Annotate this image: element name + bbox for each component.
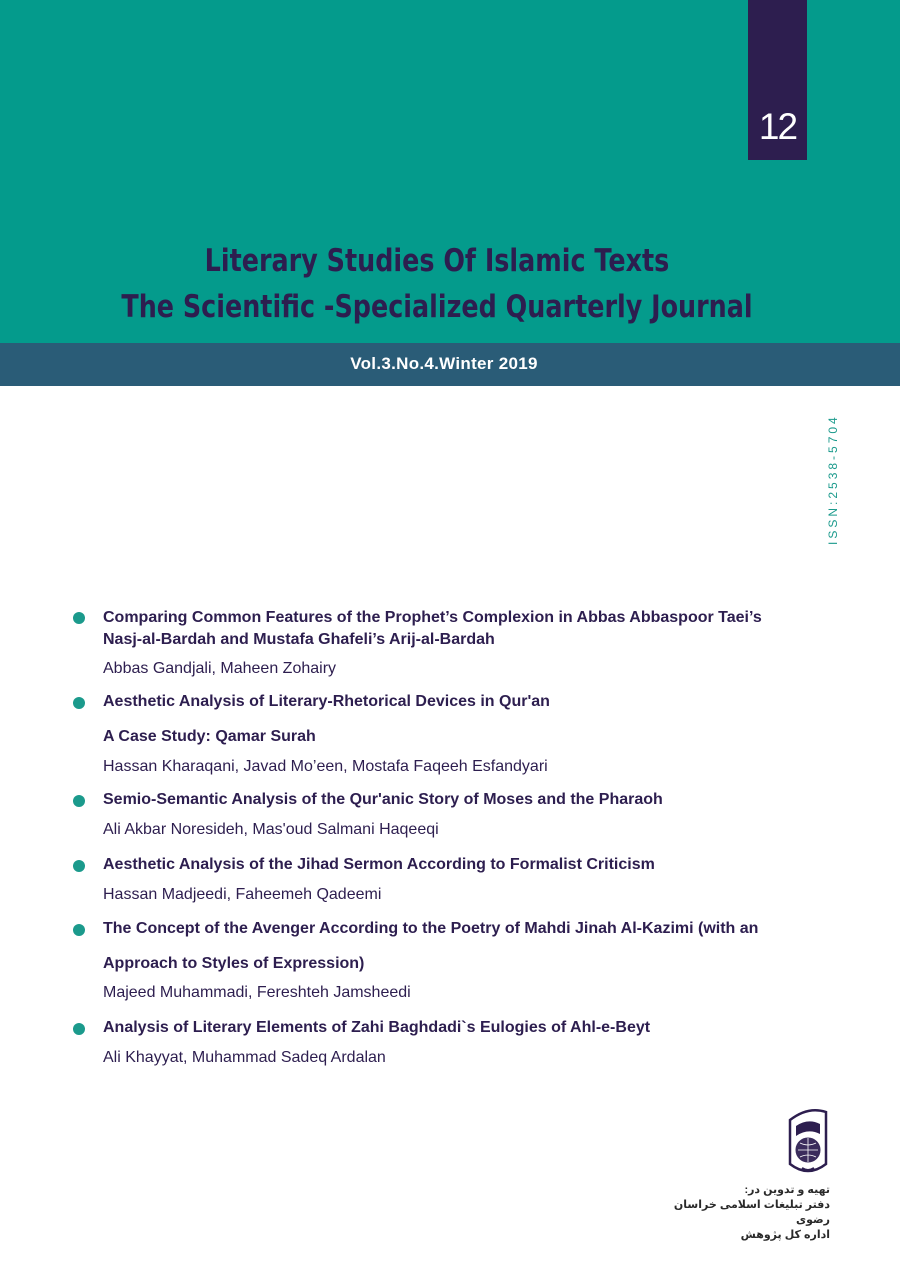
bullet-icon [73,924,85,936]
article-title: The Concept of the Avenger According to the Poetry of Mahdi Jinah Al-Kazimi (with an [103,920,759,937]
article-title: Aesthetic Analysis of Literary-Rhetorical Devices in Qur'an [103,693,550,710]
article-authors: Ali Khayyat, Muhammad Sadeq Ardalan [103,1049,386,1066]
article-authors: Hassan Madjeedi, Faheemeh Qadeemi [103,886,382,903]
issue-number-badge [748,0,807,160]
article-authors: Abbas Gandjali, Maheen Zohairy [103,660,337,677]
bullet-icon [73,795,85,807]
bullet-icon [73,1023,85,1035]
article-title-continued: A Case Study: Qamar Surah [103,728,316,745]
bullet-icon [73,697,85,709]
article-title: Analysis of Literary Elements of Zahi Baghdadi`s Eulogies of Ahl-e-Beyt [103,1019,651,1036]
publisher-info [660,1183,830,1243]
publisher-line: اداره کل پژوهش [740,1229,830,1241]
issn-label: ISSN:2538-5704 [826,414,840,545]
volume-band [0,343,900,386]
issue-number: 12 [758,106,797,147]
article-title: Aesthetic Analysis of the Jihad Sermon According to Formalist Criticism [103,856,655,873]
volume-info: Vol.3.No.4.Winter 2019 [350,354,538,373]
article-title: Comparing Common Features of the Prophet’s Complexion in Abbas Abbaspoor Taei’s Nasj-al-Bardah and Mustafa Ghafeli’s Arij-al-Bardah [103,609,762,648]
journal-title: Literary Studies Of Islamic Texts [204,243,670,279]
publisher-line: تهیه و تدوین در: [744,1184,830,1196]
bullet-icon [73,860,85,872]
journal-subtitle: The Scientific -Specialized Quarterly Journal [121,289,753,325]
publisher-emblem-icon [780,1106,836,1178]
article-authors: Ali Akbar Noresideh, Mas'oud Salmani Haqeeqi [103,821,439,838]
article-title-continued: Approach to Styles of Expression) [103,955,365,972]
article-authors: Majeed Muhammadi, Fereshteh Jamsheedi [103,984,411,1001]
bullet-icon [73,612,85,624]
article-title: Semio-Semantic Analysis of the Qur'anic Story of Moses and the Pharaoh [103,791,663,808]
publisher-line: دفتر تبلیغات اسلامی خراسان رضوی [673,1199,830,1226]
article-authors: Hassan Kharaqani, Javad Mo’een, Mostafa Faqeeh Esfandyari [103,758,548,775]
